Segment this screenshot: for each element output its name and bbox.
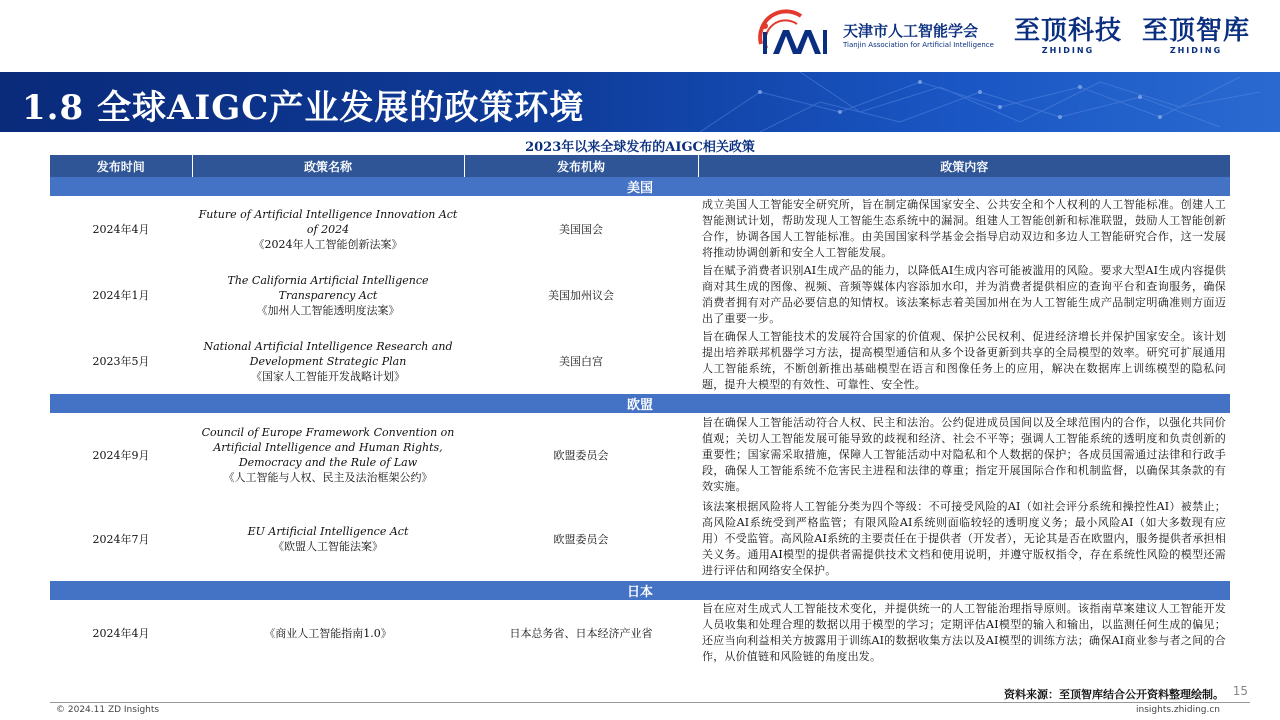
table-row [50, 600, 1230, 666]
policy-name-en: The California Artificial Intelligence Transparency Act [227, 273, 429, 302]
policy-name [192, 600, 464, 666]
policy-date: 2024年4月 [92, 223, 150, 236]
brand2-name: 至顶智库 [1141, 16, 1250, 46]
header-policy-name: 政策名称 [192, 155, 464, 177]
footer-url: insights.zhiding.cn [1136, 705, 1220, 715]
region-row-us [50, 177, 1230, 196]
header-agency: 发布机构 [464, 155, 698, 177]
policy-name-cn: 《商业人工智能指南1.0》 [264, 626, 392, 640]
policy-content: 成立美国人工智能安全研究所，旨在制定确保国家安全、公共安全和个人权利的人工智能标准。创建人工智能测试计划，帮助发现人工智能生态系统中的漏洞。组建人工智能创新和标准联盟，鼓励人工智能创新合作，协调各国人工智能标准。由美国国家科学基金会指导启动双边和多边人工智能研究合作，这一发展将推动协调创新和安全人工智能发展。 [702, 198, 1226, 259]
policy-date: 2024年4月 [92, 627, 150, 640]
policy-agency: 欧盟委员会 [553, 449, 609, 462]
header-content: 政策内容 [698, 155, 1230, 177]
region-label: 欧盟 [50, 394, 1230, 413]
region-label: 日本 [50, 581, 1230, 600]
policy-name-cn: 《国家人工智能开发战略计划》 [251, 369, 405, 383]
policy-date: 2024年1月 [92, 289, 150, 302]
zhiding-insights-logo [1142, 16, 1250, 56]
footer-divider [50, 702, 1250, 703]
policy-name-en: National Artificial Intelligence Research and Development Strategic Plan [203, 339, 453, 368]
policy-agency: 美国加州议会 [548, 289, 614, 302]
policy-name-en: EU Artificial Intelligence Act [247, 525, 409, 538]
policy-name-cn: 《2024年人工智能创新法案》 [253, 237, 403, 251]
policy-agency: 欧盟委员会 [553, 533, 609, 546]
table-row [50, 262, 1230, 328]
policy-date: 2023年5月 [92, 355, 150, 368]
policy-agency: 日本总务省、日本经济产业省 [509, 627, 653, 640]
policy-date: 2024年7月 [92, 533, 150, 546]
table-row [50, 328, 1230, 394]
table-header-row [50, 155, 1230, 177]
region-row-eu [50, 394, 1230, 413]
policy-name-en: Future of Artificial Intelligence Innovation Act of 2024 [198, 207, 458, 236]
page-title: 1.8 全球AIGC产业发展的政策环境 [22, 88, 585, 128]
title-band [0, 72, 1280, 132]
policy-content: 旨在应对生成式人工智能技术变化，并提供统一的人工智能治理指导原则。该指南草案建议人工智能开发人员收集和处理合理的数据以用于模型的学习；定期评估AI模型的输入和输出，以监测任何生成的偏见；还应当向利益相关方披露用于训练AI的数据收集方法以及AI模型的训练方法；确保AI商业参与者之间的合作，从价值链和风险链的角度出发。 [702, 602, 1226, 663]
policy-name-cn: 《欧盟人工智能法案》 [273, 540, 383, 553]
policy-name [192, 413, 464, 497]
policy-date: 2024年9月 [92, 449, 150, 462]
table-row [50, 497, 1230, 581]
table-row [50, 196, 1230, 262]
footer-copyright: © 2024.11 ZD Insights [56, 705, 160, 715]
policy-name-cn: 《人工智能与人权、民主及法治框架公约》 [223, 471, 433, 484]
policy-name [192, 196, 464, 262]
iaai-logo-icon [753, 8, 831, 64]
policy-content: 旨在确保人工智能活动符合人权、民主和法治。公约促进成员国间以及全球范围内的合作，以强化共同价值观；关切人工智能发展可能导致的歧视和经济、社会不平等；强调人工智能系统的透明度和负责创新的重要性；国家需采取措施，保障人工智能活动中对隐私和个人数据的保护；各成员国需通过法律和行政手段，确保人工智能系统不危害民主进程和法律的尊重；指定开展国际合作和机制监督，以确保其条款的有效实施。 [702, 416, 1226, 493]
policy-agency: 美国国会 [559, 223, 603, 236]
association-name-en: Tianjin Association for Artificial Intelligence [843, 41, 994, 49]
policy-agency: 美国白宫 [559, 355, 603, 368]
table-caption: 2023年以来全球发布的AIGC相关政策 [525, 140, 755, 155]
top-header [0, 0, 1280, 72]
table-row [50, 413, 1230, 497]
region-label: 美国 [50, 177, 1230, 196]
policy-name-cn: 《加州人工智能透明度法案》 [256, 303, 400, 317]
policy-content: 旨在赋予消费者识别AI生成产品的能力，以降低AI生成内容可能被滥用的风险。要求大型AI生成内容提供商对其生成的图像、视频、音频等媒体内容添加水印，并为消费者提供相应的查询平台和查询服务，确保消费者拥有对产品必要信息的知情权。该法案标志着美国加州在为人工智能生成产品制定明确准则方面迈出了重要一步。 [702, 264, 1226, 325]
policy-content: 该法案根据风险将人工智能分类为四个等级：不可接受风险的AI（如社会评分系统和操控性AI）被禁止；高风险AI系统受到严格监管；有限风险AI系统则面临较轻的透明度义务；最小风险AI（如大多数现有应用）不受监管。高风险AI系统的主要责任在于提供者（开发者），无论其是否在欧盟内，服务提供者承担相关义务。通用AI模型的提供者需提供技术文档和使用说明，并遵守版权指令，存在系统性风险的模型还需进行评估和网络安全保护。 [702, 500, 1226, 577]
policy-name [192, 328, 464, 394]
brand2-en: ZHIDING [1169, 46, 1223, 55]
policy-content: 旨在确保人工智能技术的发展符合国家的价值观、保护公民权利、促进经济增长并保护国家安全。该计划提出培养联邦机器学习方法，提高模型通信和从多个设备更新到共享的全局模型的效率。研究可扩展通用人工智能系统，不断创新推出基础模型在语言和图像任务上的应用，解决在数据库上训练模型的隐私问题，提升大模型的有效性、可靠性、安全性。 [702, 330, 1226, 391]
zhiding-tech-logo [1014, 16, 1122, 56]
association-name: 天津市人工智能学会 [843, 22, 979, 40]
brand1-name: 至顶科技 [1013, 16, 1122, 46]
brand1-en: ZHIDING [1041, 46, 1095, 55]
policy-name-en: Council of Europe Framework Convention on Artificial Intelligence and Human Rights, Democracy and the Rule of Law [201, 426, 455, 469]
policy-name [192, 497, 464, 581]
policy-name [192, 262, 464, 328]
policy-table [50, 155, 1230, 666]
source-note: 资料来源：至顶智库结合公开资料整理绘制。 [1004, 688, 1224, 701]
logo-area [753, 6, 1250, 66]
region-row-japan [50, 581, 1230, 600]
page-number: 15 [1232, 684, 1248, 698]
header-date: 发布时间 [50, 155, 192, 177]
